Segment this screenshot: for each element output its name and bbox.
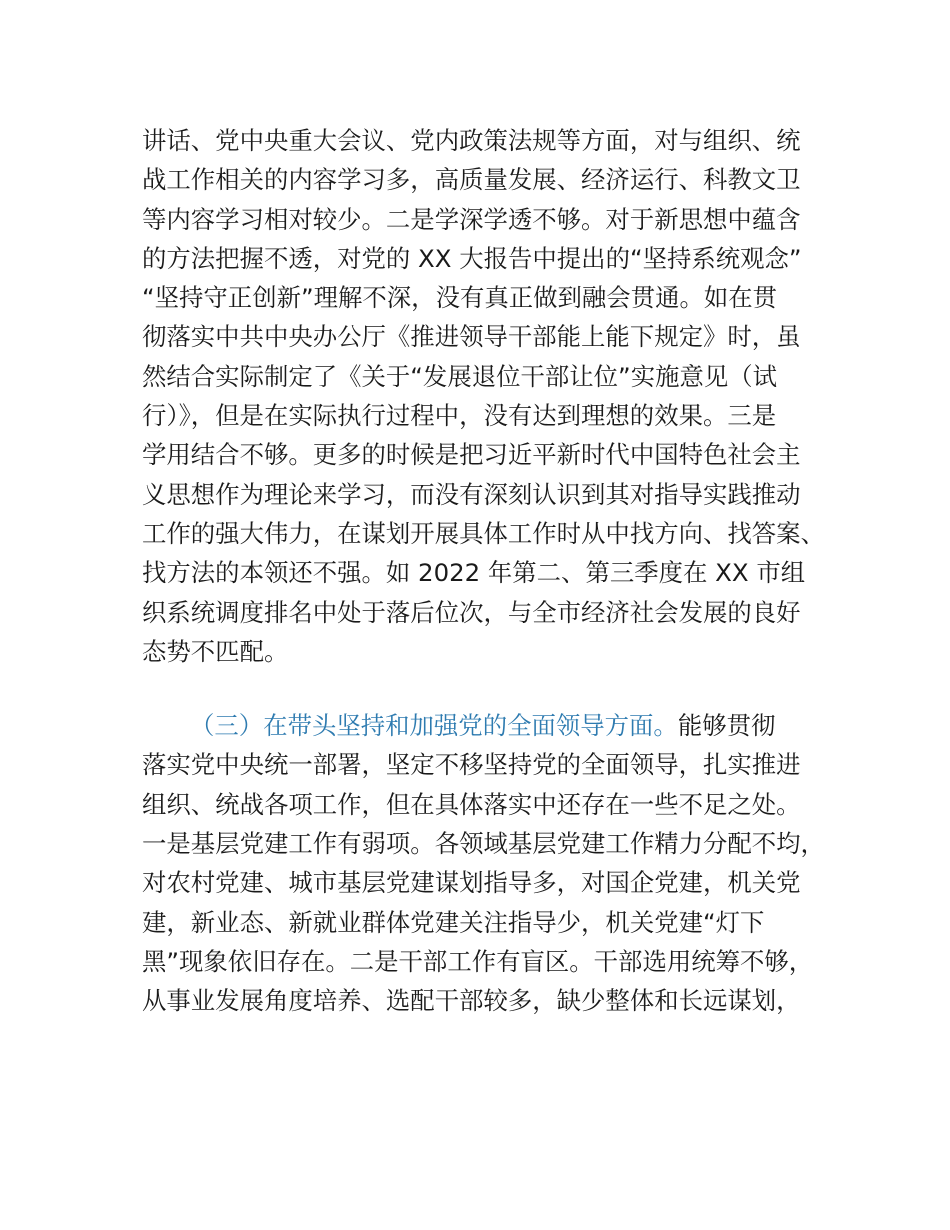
text-line: 工作的强大伟力，在谋划开展具体工作时从中找方向、找答案、 <box>142 518 825 548</box>
paragraph-2 <box>142 706 842 1020</box>
text-line: 义思想作为理论来学习，而没有深刻认识到其对指导实践推动 <box>142 479 801 509</box>
text-line: 找方法的本领还不强。如 2022 年第二、第三季度在 XX 市组 <box>142 558 806 588</box>
heading-line-rest: 能够贯彻 <box>677 711 776 741</box>
text-line: 对农村党建、城市基层党建谋划指导多，对国企党建，机关党 <box>142 868 801 898</box>
text-line: 一是基层党建工作有弱项。各领域基层党建工作精力分配不均， <box>142 829 825 859</box>
paragraph-gap <box>142 671 842 706</box>
text-line: 行）》，但是在实际执行过程中，没有达到理想的效果。三是 <box>142 401 777 431</box>
paragraph-1 <box>142 121 842 671</box>
section-heading: （三）在带头坚持和加强党的全面领导方面。 <box>190 711 678 741</box>
text-line: 从事业发展角度培养、选配干部较多，缺少整体和长远谋划， <box>142 986 801 1016</box>
text-line: 战工作相关的内容学习多，高质量发展、经济运行、科教文卫 <box>142 165 801 195</box>
text-line: 建，新业态、新就业群体党建关注指导少，机关党建“灯下 <box>142 907 765 937</box>
text-line: 彻落实中共中央办公厅《推进领导干部能上能下规定》时，虽 <box>142 322 801 352</box>
text-line: 落实党中央统一部署，坚定不移坚持党的全面领导，扎实推进 <box>142 750 801 780</box>
text-line: 然结合实际制定了《关于“发展退位干部让位”实施意见（试 <box>142 361 778 391</box>
text-line: 态势不匹配。 <box>142 636 289 666</box>
text-line: 组织、统战各项工作，但在具体落实中还存在一些不足之处。 <box>142 789 801 819</box>
heading-line <box>142 706 842 745</box>
text-line: 织系统调度排名中处于落后位次，与全市经济社会发展的良好 <box>142 597 801 627</box>
text-line: 黑”现象依旧存在。二是干部工作有盲区。干部选用统筹不够， <box>142 946 814 976</box>
text-line: 等内容学习相对较少。二是学深学透不够。对于新思想中蕴含 <box>142 204 801 234</box>
text-line: “坚持守正创新”理解不深，没有真正做到融会贯通。如在贯 <box>142 283 778 313</box>
text-line: 的方法把握不透，对党的 XX 大报告中提出的“坚持系统观念” <box>142 243 802 273</box>
text-line: 讲话、党中央重大会议、党内政策法规等方面，对与组织、统 <box>142 126 801 155</box>
text-line: 学用结合不够。更多的时候是把习近平新时代中国特色社会主 <box>142 440 801 470</box>
document-body <box>142 121 842 1021</box>
